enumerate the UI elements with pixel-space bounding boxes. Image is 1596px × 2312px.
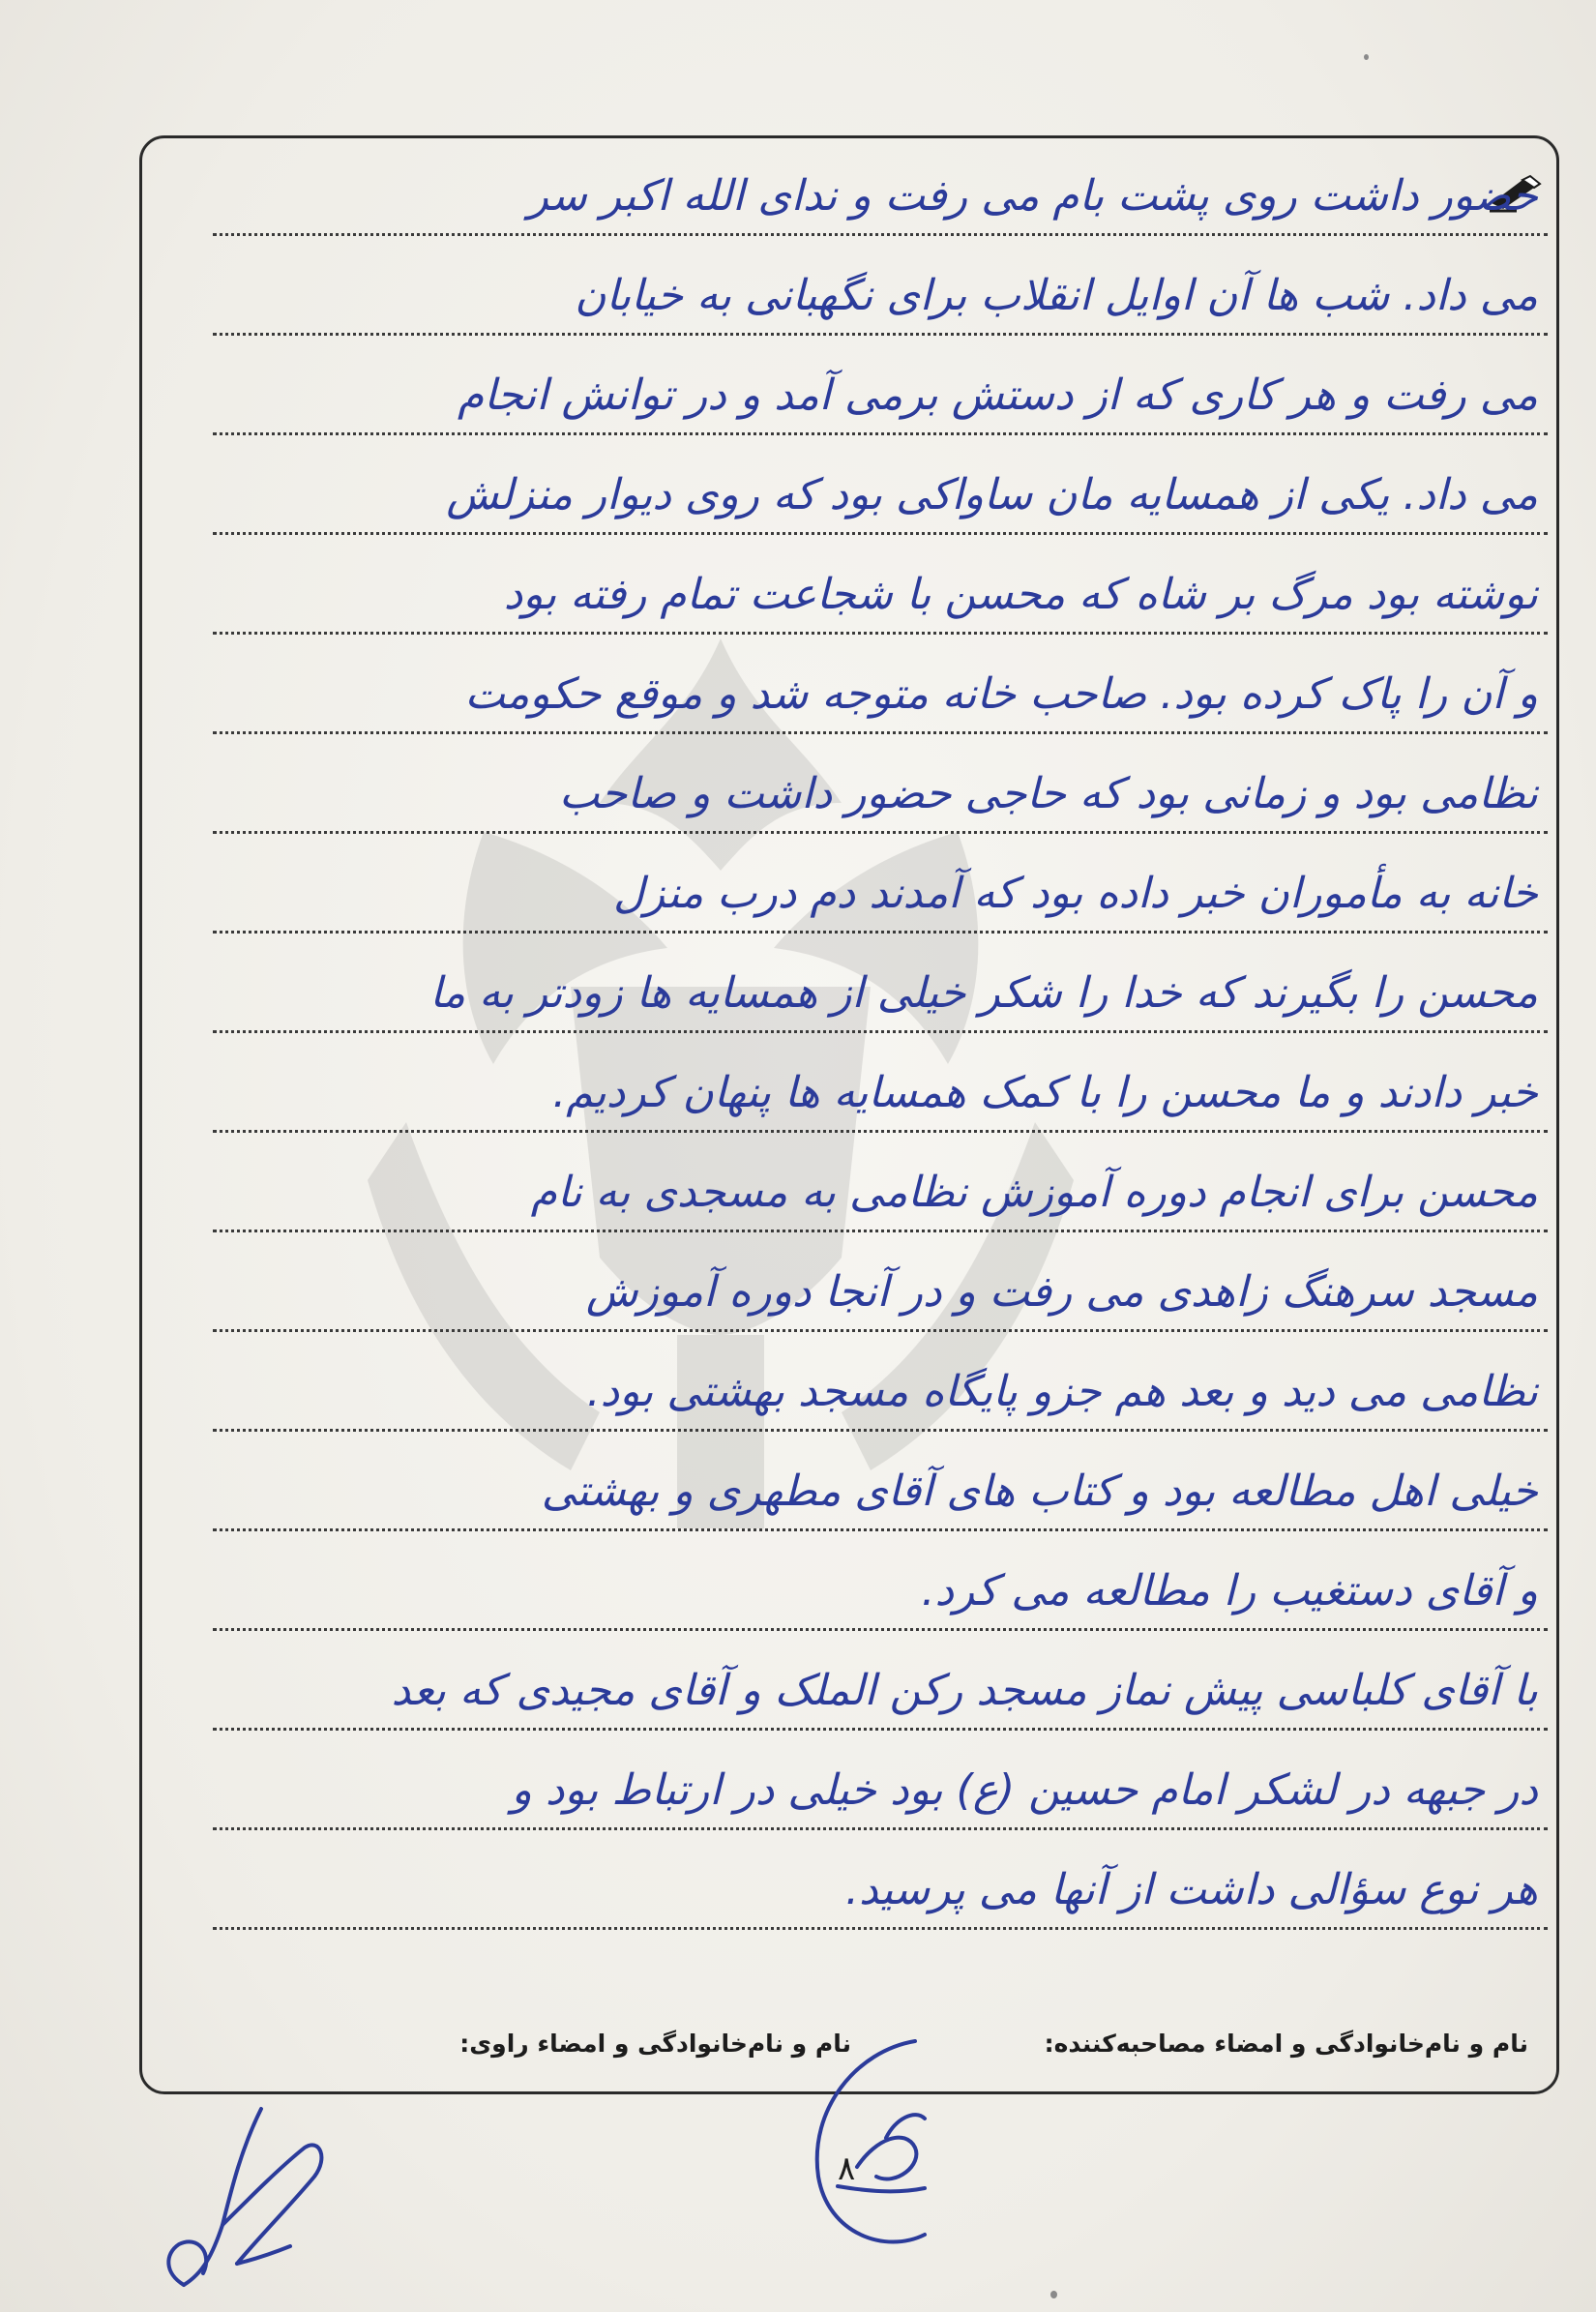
- text-line-content: و آن را پاک کرده بود. صاحب خانه متوجه شد و موقع حکومت: [464, 669, 1538, 719]
- text-line: [213, 252, 1548, 336]
- text-line-content: می داد. یکی از همسایه مان ساواکی بود که روی دیوار منزلش: [446, 470, 1538, 519]
- text-line: [213, 1548, 1548, 1631]
- text-line: [213, 850, 1548, 934]
- text-line-content: نوشته بود مرگ بر شاه که محسن با شجاعت تمام رفته بود: [503, 570, 1538, 619]
- text-line-content: می داد. شب ها آن اوایل انقلاب برای نگهبانی به خیابان: [575, 271, 1538, 320]
- text-line-content: نظامی بود و زمانی بود که حاجی حضور داشت و صاحب: [558, 769, 1538, 818]
- text-line: [213, 452, 1548, 535]
- text-line-content: حضور داشت روی پشت بام می رفت و ندای الله اکبر سر: [527, 171, 1538, 221]
- page-number: ۸: [838, 2149, 856, 2188]
- text-line: [213, 1249, 1548, 1332]
- text-line: [213, 1647, 1548, 1731]
- text-line: [213, 153, 1548, 236]
- text-line-content: در جبهه در لشکر امام حسین (ع) بود خیلی در ارتباط بود و: [511, 1765, 1538, 1815]
- handwritten-text-lines: [193, 153, 1548, 1991]
- text-line: [213, 352, 1548, 435]
- narrator-signature: [145, 2031, 339, 2293]
- narrator-signature-label: نام و نام‌خانوادگی و امضاء راوی:: [459, 2030, 851, 2058]
- text-line: [213, 1747, 1548, 1830]
- text-line-content: محسن را بگیرند که خدا را شکر خیلی از همسایه ها زودتر به ما: [429, 968, 1538, 1018]
- text-line: [213, 1349, 1548, 1432]
- interviewer-signature: [799, 2022, 973, 2264]
- text-line-content: محسن برای انجام دوره آموزش نظامی به مسجدی به نام: [530, 1168, 1538, 1217]
- text-line-content: مسجد سرهنگ زاهدی می رفت و در آنجا دوره آموزش: [585, 1267, 1538, 1317]
- text-line: [213, 1050, 1548, 1133]
- text-line: [213, 551, 1548, 635]
- text-line-content: خانه به مأموران خبر داده بود که آمدند دم درب منزل: [613, 869, 1538, 918]
- text-line-content: هر نوع سؤالی داشت از آنها می پرسید.: [844, 1865, 1538, 1914]
- text-line: [213, 651, 1548, 734]
- interviewer-signature-label: نام و نام‌خانوادگی و امضاء مصاحبه‌کننده:: [1044, 2030, 1528, 2058]
- text-line: [213, 751, 1548, 834]
- ink-speck: [1050, 2291, 1057, 2298]
- text-line-content: و آقای دستغیب را مطالعه می کرد.: [921, 1566, 1538, 1615]
- text-line: [213, 1847, 1548, 1930]
- text-line: [213, 950, 1548, 1033]
- text-line-content: نظامی می دید و بعد هم جزو پایگاه مسجد بهشتی بود.: [586, 1367, 1538, 1416]
- text-line: [213, 1149, 1548, 1232]
- text-line-content: خیلی اهل مطالعه بود و کتاب های آقای مطهری و بهشتی: [541, 1467, 1538, 1516]
- text-line-content: خبر دادند و ما محسن را با کمک همسایه ها پنهان کردیم.: [552, 1068, 1538, 1117]
- ink-speck: [1364, 54, 1369, 60]
- text-line-content: می رفت و هر کاری که از دستش برمی آمد و در توانش انجام: [458, 371, 1538, 420]
- text-line: [213, 1448, 1548, 1531]
- text-line-content: با آقای کلباسی پیش نماز مسجد رکن الملک و آقای مجیدی که بعد: [391, 1666, 1538, 1715]
